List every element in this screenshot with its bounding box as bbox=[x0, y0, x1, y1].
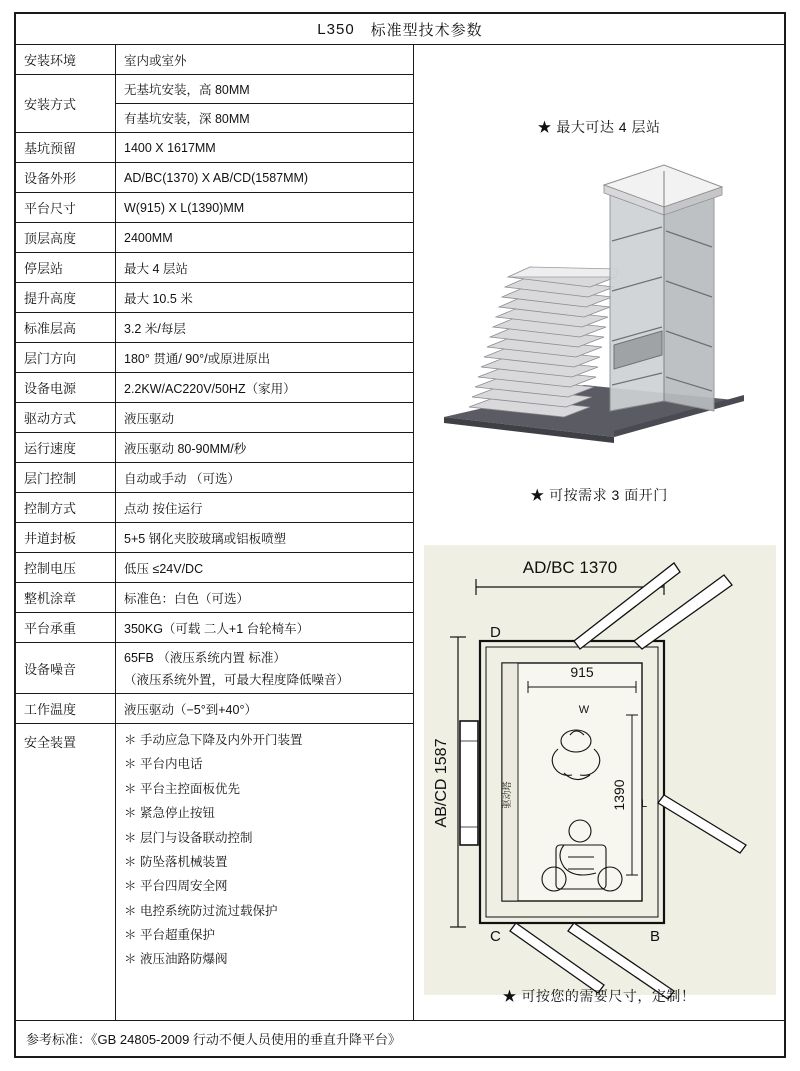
spec-sheet bbox=[14, 12, 786, 1058]
note-max-floors: ★ 最大可达 4 层站 bbox=[537, 119, 661, 135]
list-item: ＊ 平台四周安全网 bbox=[124, 879, 228, 894]
row-value: 5+5 钢化夹胶玻璃或铝板喷塑 bbox=[124, 531, 287, 546]
row-value: 350KG（可载 二人+1 台轮椅车） bbox=[124, 621, 310, 636]
tower-svg bbox=[414, 149, 786, 449]
list-item: ＊ 平台超重保护 bbox=[124, 928, 215, 942]
note-custom-size: ★ 可按您的需要尺寸，定制！ bbox=[502, 988, 696, 1004]
row-label: 提升高度 bbox=[16, 283, 116, 312]
list-item: ＊ 手动应急下降及内外开门装置 bbox=[124, 733, 303, 747]
spec-table bbox=[16, 45, 414, 1020]
note-three-side-doors: ★ 可按需求 3 面开门 bbox=[530, 487, 668, 503]
table-row bbox=[16, 313, 413, 343]
row-value bbox=[116, 724, 413, 1020]
table-row bbox=[16, 403, 413, 433]
table-row bbox=[16, 45, 413, 75]
plan-w-mark: W bbox=[578, 704, 590, 716]
row-value: 自动或手动 （可选） bbox=[124, 471, 240, 486]
row-label: 标准层高 bbox=[16, 313, 116, 342]
row-label: 停层站 bbox=[16, 253, 116, 282]
row-value: 点动 按住运行 bbox=[124, 501, 203, 516]
row-label: 顶层高度 bbox=[16, 223, 116, 252]
list-item: ＊ 平台主控面板优先 bbox=[124, 781, 240, 796]
tower-render bbox=[414, 149, 784, 449]
list-item: ＊ 电控系统防过流过载保护 bbox=[124, 903, 278, 918]
list-item: ＊ 液压油路防爆阀 bbox=[124, 952, 228, 967]
row-label: 设备外形 bbox=[16, 163, 116, 192]
table-row bbox=[16, 253, 413, 283]
row-label: 井道封板 bbox=[16, 523, 116, 552]
table-row-safety bbox=[16, 724, 413, 1020]
table-row bbox=[16, 373, 413, 403]
row-value: 180° 贯通/ 90°/或原进原出 bbox=[124, 351, 271, 366]
plan-drive-tower-label: 驱动塔 bbox=[502, 781, 512, 809]
plan-l-mark: L bbox=[640, 798, 648, 810]
row-value bbox=[116, 75, 413, 132]
list-item: ＊ 平台内电话 bbox=[124, 757, 203, 772]
row-label: 整机涂章 bbox=[16, 583, 116, 612]
row-value-line: 无基坑安装，高 80MM bbox=[124, 83, 250, 97]
row-label: 控制电压 bbox=[16, 553, 116, 582]
row-label: 平台尺寸 bbox=[16, 193, 116, 222]
illustration-column bbox=[414, 45, 784, 1020]
row-value bbox=[116, 643, 413, 693]
table-row bbox=[16, 133, 413, 163]
list-item: ＊ 防坠落机械装置 bbox=[124, 854, 228, 869]
row-label: 控制方式 bbox=[16, 493, 116, 522]
row-value: 液压驱动 80-90MM/秒 bbox=[124, 441, 247, 456]
plan-corner-d: D bbox=[490, 624, 501, 641]
row-value-line: 65FB （液压系统内置 标准） bbox=[124, 651, 286, 665]
row-value: 液压驱动（−5°到+40°） bbox=[124, 702, 257, 717]
table-row bbox=[16, 694, 413, 724]
row-label: 安装环境 bbox=[16, 45, 116, 74]
plan-corner-c: C bbox=[490, 928, 501, 945]
plan-inner-width-label: 915 bbox=[570, 664, 594, 680]
table-row bbox=[16, 193, 413, 223]
row-value: 2.2KW/AC220V/50HZ（家用） bbox=[124, 381, 296, 396]
row-label: 设备电源 bbox=[16, 373, 116, 402]
plan-drawing-svg bbox=[424, 545, 784, 1005]
table-row bbox=[16, 463, 413, 493]
row-label: 层门方向 bbox=[16, 343, 116, 372]
plan-corner-b: B bbox=[650, 928, 661, 945]
title-model-code: L350 bbox=[317, 20, 355, 38]
plan-inner-height-label: 1390 bbox=[611, 779, 627, 811]
table-row bbox=[16, 613, 413, 643]
table-row bbox=[16, 493, 413, 523]
list-item: ＊ 层门与设备联动控制 bbox=[124, 830, 253, 845]
row-value: 液压驱动 bbox=[124, 411, 175, 426]
row-label: 驱动方式 bbox=[16, 403, 116, 432]
plan-illustration-panel bbox=[414, 545, 784, 1020]
table-row bbox=[16, 283, 413, 313]
sheet-title bbox=[16, 14, 784, 45]
row-value: 室内或室外 bbox=[124, 53, 187, 68]
table-row bbox=[16, 433, 413, 463]
table-row bbox=[16, 163, 413, 193]
plan-left-dimension-label: AB/CD 1587 bbox=[433, 738, 450, 828]
row-value: AD/BC(1370) X AB/CD(1587MM) bbox=[124, 170, 309, 185]
reference-standard: 参考标准：《GB 24805-2009 行动不便人员使用的垂直升降平台》 bbox=[16, 1020, 784, 1056]
row-label: 层门控制 bbox=[16, 463, 116, 492]
row-value: 1400 X 1617MM bbox=[124, 140, 216, 155]
row-value: 2400MM bbox=[124, 230, 173, 245]
row-value: 标准色：白色（可选） bbox=[124, 591, 250, 606]
row-value-line: （液压系统外置，可最大程度降低噪音） bbox=[124, 673, 350, 687]
table-row bbox=[16, 75, 413, 133]
row-label: 基坑预留 bbox=[16, 133, 116, 162]
sheet-body bbox=[16, 45, 784, 1020]
row-value: 最大 10.5 米 bbox=[124, 291, 193, 306]
table-row bbox=[16, 583, 413, 613]
row-label: 工作温度 bbox=[16, 694, 116, 723]
row-label: 平台承重 bbox=[16, 613, 116, 642]
row-label: 运行速度 bbox=[16, 433, 116, 462]
table-row bbox=[16, 523, 413, 553]
table-row bbox=[16, 223, 413, 253]
row-value-line: 有基坑安装，深 80MM bbox=[116, 103, 413, 132]
row-value: 3.2 米/每层 bbox=[124, 321, 186, 336]
title-text: 标准型技术参数 bbox=[370, 21, 483, 39]
plan-top-dimension-label: AD/BC 1370 bbox=[522, 558, 618, 577]
tower-illustration-panel bbox=[414, 45, 784, 545]
table-row bbox=[16, 643, 413, 694]
row-label: 安全装置 bbox=[16, 724, 116, 1020]
row-label: 设备噪音 bbox=[16, 643, 116, 693]
row-label: 安装方式 bbox=[16, 75, 116, 132]
table-row bbox=[16, 553, 413, 583]
table-row bbox=[16, 343, 413, 373]
row-value: 最大 4 层站 bbox=[124, 261, 188, 276]
row-value: W(915) X L(1390)MM bbox=[124, 200, 245, 215]
safety-item-list bbox=[116, 724, 413, 977]
row-value: 低压 ≤24V/DC bbox=[124, 561, 204, 576]
list-item: ＊ 紧急停止按钮 bbox=[124, 806, 215, 821]
